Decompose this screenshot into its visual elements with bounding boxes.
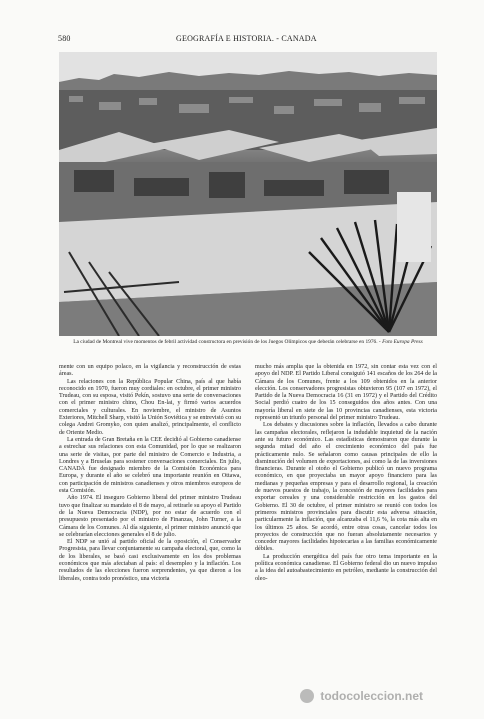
left-paragraph-5: El NDP se unió al partido oficial de la oposición, el Conservador Progresista, para llevar conjuntamente su campaña electoral, que, como la de los liberales, se basó casi exclusivamente en los dos problemas económicos que más afectaban al país: el desempleo y la inflación. Los resultados de las elecciones fueron sorprendentes, ya que dieron a los liberales, contra todo pronóstico, una victoria xyxy=(59,539,241,582)
left-paragraph-2: Las relaciones con la República Popular China, país al que había reconocido en 1970, fueron muy cordiales: en octubre, el primer ministro Trudeau, con su esposa, visitó Pekín, sostuvo una serie de conversaciones con el primer ministro chino, Chou En-lai, y firmó varios acuerdos comerciales y culturales. En noviembre, el ministro de Asuntos Exteriores, Mitchell Sharp, visitó la Unión Soviética y se entrevistó con su colega Andrei Gromyko, con quien analizó, principalmente, el conflicto de Oriente Medio. xyxy=(59,378,241,436)
right-paragraph-3: La producción energética del país fue otro tema importante en la política económica canadiense. El Gobierno federal dio un nuevo impulso a la idea del autoabastecimiento en petróleo, mediante la construcción del oleo- xyxy=(255,553,437,582)
page-number: 580 xyxy=(58,34,71,43)
page-header xyxy=(58,34,438,46)
left-paragraph-4: Año 1974. El inseguro Gobierno liberal del primer ministro Trudeau tuvo que finalizar su mandato el 8 de mayo, al retirarle su apoyo el Partido de la Nueva Democracia (NDP), por no estar de acuerdo con el presupuesto presentado por el ministro de Finanzas, John Turner, a la Cámara de los Comunes. Al día siguiente, el primer ministro anunció que se celebrarían elecciones generales el 8 de julio. xyxy=(59,495,241,538)
right-paragraph-1: mucho más amplia que la obtenida en 1972, sin contar esta vez con el apoyo del NDP. El Partido Liberal consiguió 141 escaños de los 264 de la Cámara de los Comunes, frente a los 109 obtenidos en la anterior elección. Los conservadores progresistas obtuvieron 95 (107 en 1972), el Partido de la Nueva Democracia 16 (31 en 1972) y el Partido del Crédito Social perdió cuatro de los 15 conseguidos dos años antes. Con una mayoría liberal en siete de las 10 provincias canadienses, esta victoria representó un triunfo personal del primer ministro Trudeau. xyxy=(255,364,437,422)
photo-credit: Foto Europa Press xyxy=(382,339,423,345)
watermark xyxy=(300,688,470,710)
photo-caption xyxy=(59,339,437,346)
todocoleccion-logo-icon xyxy=(300,689,314,703)
caption-text: La ciudad de Montreal vive momentos de febril actividad constructora en previsión de los Juegos Olímpicos que deberán celebrarse en 1976. - xyxy=(73,339,381,345)
left-paragraph-3: La entrada de Gran Bretaña en la CEE decidió al Gobierno canadiense a estrechar sus relaciones con esta Comunidad, por lo que se realizaron una serie de visitas, por parte del ministro de Comercio e Industria, a Londres y a Bruselas para sostener conversaciones comerciales. En julio, CANADÁ fue designado miembro de la Comisión Económica para Europa, y durante el año se celebró una importante reunión en Ottawa, con participación de ministros canadienses y otros miembros europeos de esta Comisión. xyxy=(59,436,241,495)
right-paragraph-2: Los debates y discusiones sobre la inflación, llevados a cabo durante las campañas electorales, reflejaron la indudable inquietud de la nación ante su futuro económico. Las estadísticas demostraron que durante la segunda mitad del año el crecimiento económico del país fue prácticamente nulo. Se señalaron como causas principales de ello la disminución del volumen de exportaciones, así como la de las inversiones financieras. Durante el otoño el Gobierno publicó un nuevo programa económico, en que proyectaba un mayor apoyo financiero para las medianas y pequeñas empresas y para el desarrollo regional, la creación de nuevos puestos de trabajo, la concesión de mayores facilidades para exportar cereales y una considerable restricción en los gastos del Gobierno. El 30 de octubre, el primer ministro se reunió con todos los primeros ministros provinciales para discutir esta adversa situación, particularmente la inflación, que alcanzaba el 11,6 %, la cota más alta en los últimos 25 años. Se acordó, entre otras cosas, cancelar todos los proyectos de construcción que no fueran absolutamente necesarios y conceder mayores facilidades hipotecarias a las familias económicamente débiles. xyxy=(255,422,437,553)
left-paragraph-1: mente con un equipo polaco, en la vigilancia y reconstrucción de estas áreas. xyxy=(59,364,241,378)
left-column xyxy=(59,364,241,583)
running-title: GEOGRAFÍA E HISTORIA. - CANADA xyxy=(176,34,317,43)
right-column xyxy=(255,364,437,583)
photo-illustration xyxy=(59,52,437,336)
watermark-text: todocoleccion.net xyxy=(320,688,424,703)
montreal-construction-photo xyxy=(59,52,437,336)
